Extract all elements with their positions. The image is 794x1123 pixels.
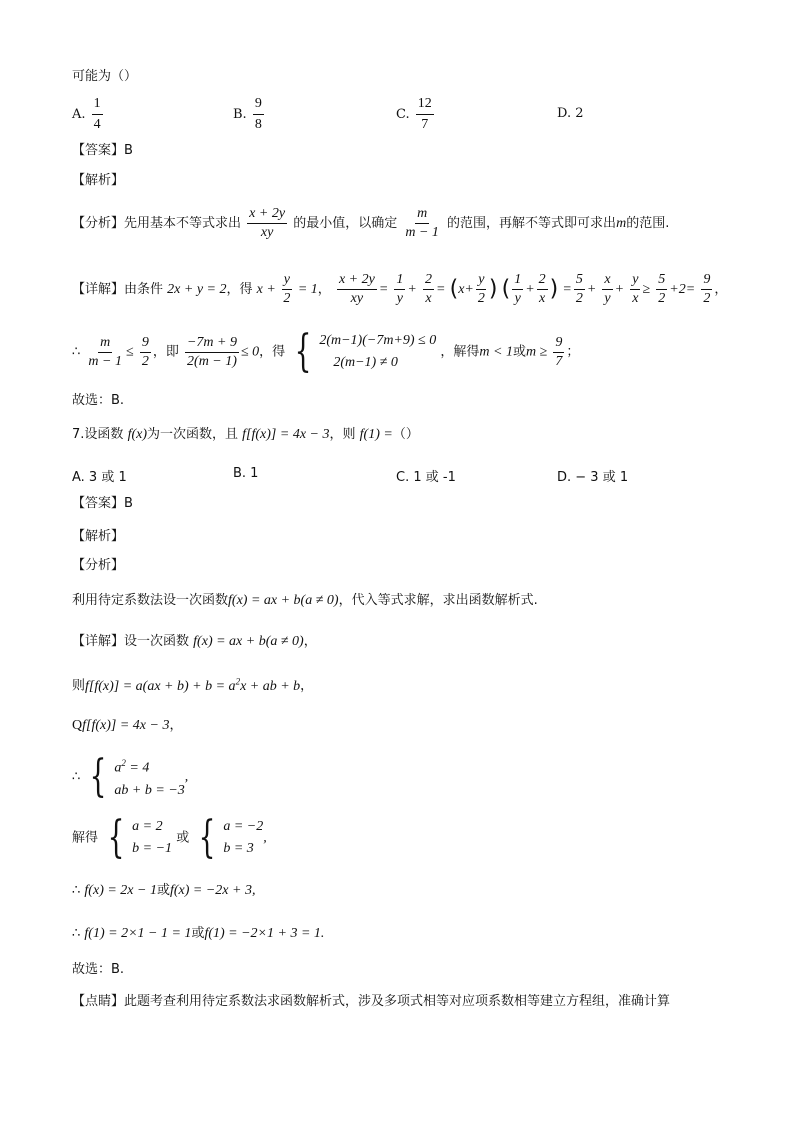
q6-analysis: 【分析】先用基本不等式求出 $\frac{x + 2y}{xy}$ 的最小值，以确定 $\frac{m}{m - 1}$ 的范围，再解不等式即可求出m的范围. — [72, 206, 670, 240]
q6-option-a: A. $\frac{1}{4}$ — [72, 96, 101, 132]
q7-detail-line3: Qf[f(x)] = 4x − 3， — [72, 718, 183, 733]
q6-answer: 【答案】B — [72, 143, 133, 158]
q6-conclusion: 故选：B. — [72, 393, 125, 408]
q6-option-b: B. $\frac{9}{8}$ — [233, 96, 262, 132]
q7-stem: 7.设函数 f(x)为一次函数，且 f[f(x)] = 4x − 3，则 f(1) =（） — [72, 427, 419, 442]
q7-detail-line1: 【详解】设一次函数 f(x) = ax + b(a ≠ 0)， — [72, 634, 317, 649]
q7-jiexi-heading: 【解析】 — [72, 529, 125, 544]
q7-detail-functions: ∴ f(x) = 2x − 1或f(x) = −2x + 3, — [72, 883, 256, 898]
q6-option-d: D. 2 — [557, 106, 584, 121]
q7-option-c: C. 1 或 -1 — [396, 470, 456, 485]
q7-analysis: 利用待定系数法设一次函数f(x) = ax + b(a ≠ 0)，代入等式求解，求出函数解析式. — [72, 593, 538, 608]
q7-option-a: A. 3 或 1 — [72, 470, 127, 485]
q7-option-d: D. − 3 或 1 — [557, 470, 629, 485]
q7-analysis-heading: 【分析】 — [72, 558, 125, 573]
q6-jiexi-heading: 【解析】 — [72, 173, 125, 188]
q7-detail-line2: 则$f[f(x)] = a(ax + b) + b = a^2x$ + ab + b， — [72, 676, 314, 694]
q7-detail-values: ∴ f(1) = 2×1 − 1 = 1或f(1) = −2×1 + 3 = 1. — [72, 926, 325, 941]
q7-answer: 【答案】B — [72, 496, 133, 511]
q6-detail-line2: ∴ $\frac{m}{m - 1}$ ≤ $\frac{9}{2}$ ，即 $\frac{-7m + 9}{2(m - 1)}$ ≤ 0，得 { 2(m−1)(−7m+9) ≤ 0 2(m−1) ≠ 0 ，解得m < 1或m ≥ $\frac{9}{7}$ ； — [72, 326, 580, 377]
q6-stem-tail: 可能为（） — [72, 69, 138, 84]
q6-detail-line1: 【详解】由条件 2x + y = 2，得 x + $\frac{y}{2}$ = 1， $\frac{x + 2y}{xy}$ = $\frac{1}{y}$ + $\frac{2}{x}$ = (x+ $\frac{y}{2}$ ) ( $\frac{1}{y}$ + $\frac{2}{x}$ ) = $\frac{5}{2}$ + $\frac{x}{y}$ + $\frac{y}{x}$ ≥ $\frac{5}{2}$ +2= $\frac{9}{2}$ ， — [72, 272, 728, 306]
q6-option-c: C. $\frac{12}{7}$ — [396, 96, 432, 132]
q7-detail-system: ∴ { $a^2 = 4$ ab + b = −3 , — [72, 750, 189, 802]
q7-remark: 【点睛】此题考查利用待定系数法求函数解析式，涉及多项式相等对应项系数相等建立方程组，准确计算 — [72, 994, 671, 1009]
q7-option-b: B. 1 — [233, 466, 259, 481]
q7-detail-solutions: 解得 { a = 2 b = −1 或 { a = −2 b = 3 , — [72, 812, 267, 863]
q7-conclusion: 故选：B. — [72, 962, 125, 977]
